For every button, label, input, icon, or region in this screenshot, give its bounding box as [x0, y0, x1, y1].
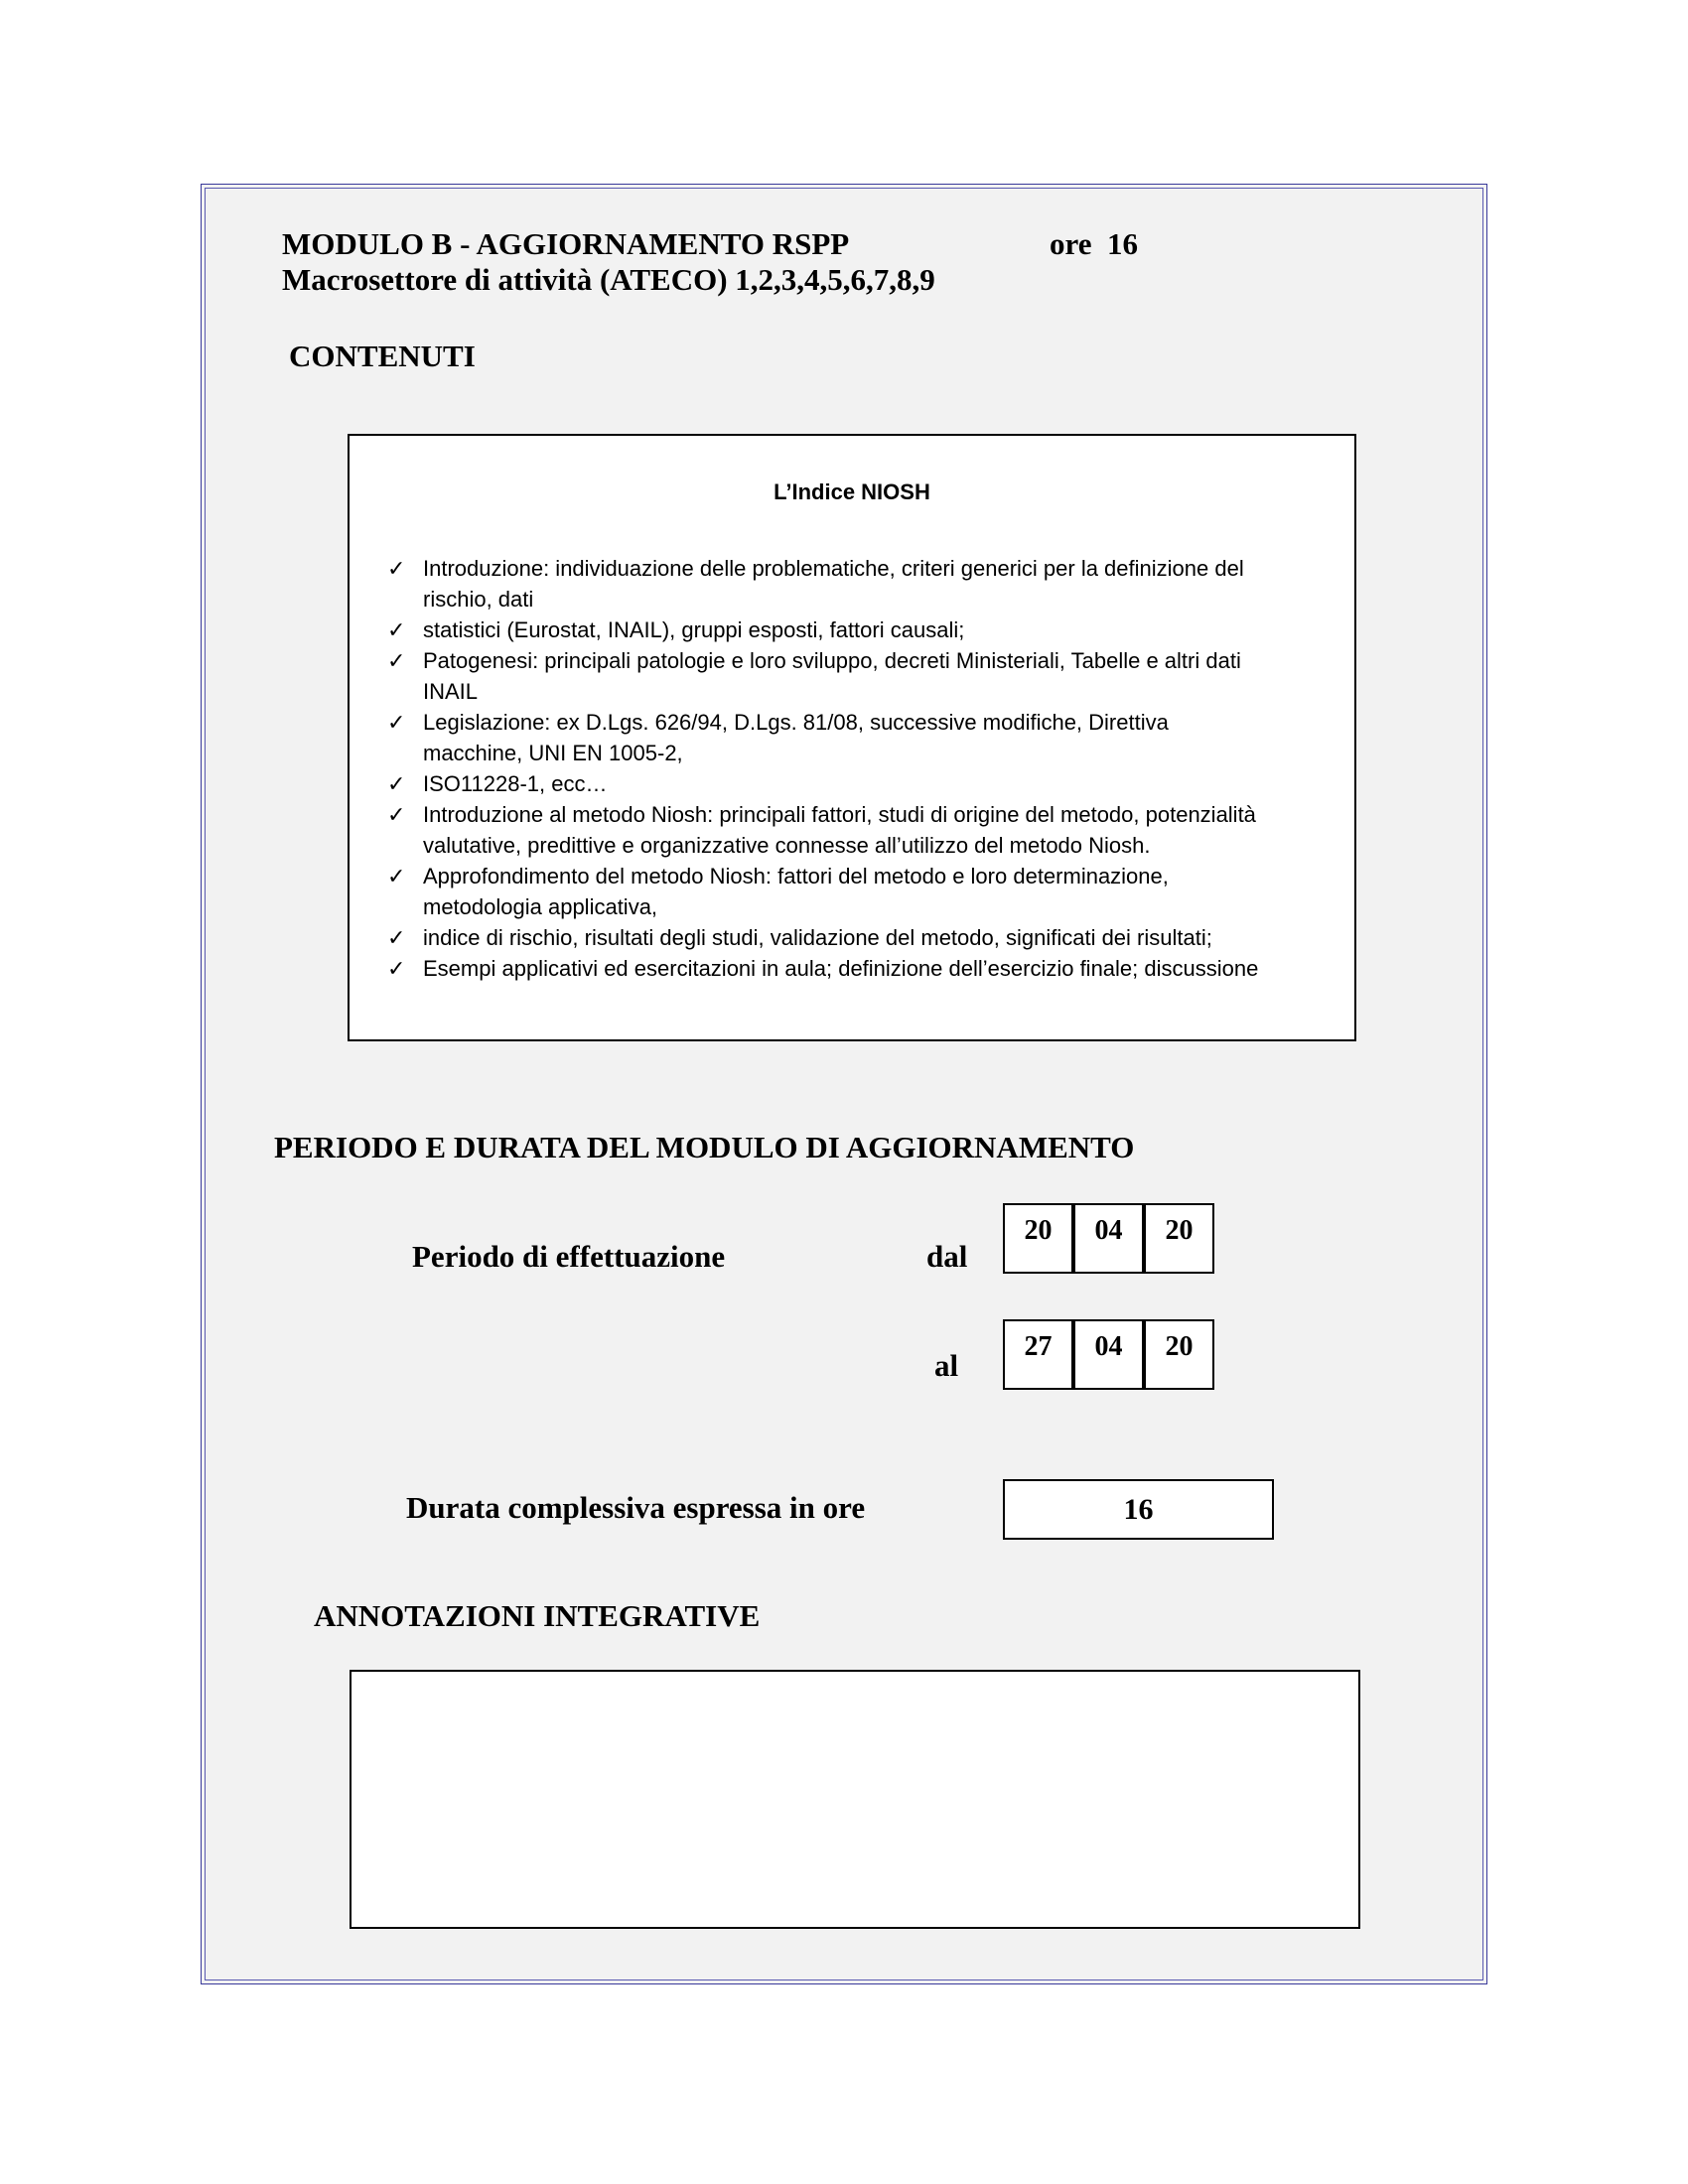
notes-heading: ANNOTAZIONI INTEGRATIVE: [314, 1598, 761, 1633]
checkmark-icon: ✓: [387, 771, 406, 796]
list-item: ✓ statistici (Eurostat, INAIL), gruppi esposti, fattori causali;: [387, 614, 1331, 645]
duration-label: Durata complessiva espressa in ore: [406, 1490, 866, 1525]
period-label: Periodo di effettuazione: [412, 1239, 726, 1274]
to-month-field[interactable]: 04: [1073, 1319, 1144, 1390]
contents-list: [387, 553, 1331, 984]
module-hours: ore 16: [1050, 226, 1138, 261]
notes-field[interactable]: [350, 1670, 1360, 1929]
checkmark-icon: ✓: [387, 925, 406, 950]
checkmark-icon: ✓: [387, 864, 406, 888]
contents-box: [348, 434, 1356, 1041]
to-label: al: [934, 1348, 959, 1383]
contents-box-title: L’Indice NIOSH: [774, 479, 930, 504]
period-heading: PERIODO E DURATA DEL MODULO DI AGGIORNAMENTO: [274, 1130, 1135, 1164]
list-item: ✓ Introduzione al metodo Niosh: principali fattori, studi di origine del metodo, potenzialità valutative, predittive e organizzative connesse all’utilizzo del metodo Niosh.: [387, 799, 1331, 861]
macrosector-line: Macrosettore di attività (ATECO) 1,2,3,4,5,6,7,8,9: [282, 262, 935, 297]
checkmark-icon: ✓: [387, 617, 406, 642]
from-year-field[interactable]: 20: [1144, 1203, 1214, 1274]
checkmark-icon: ✓: [387, 648, 406, 673]
checkmark-icon: ✓: [387, 802, 406, 827]
from-day-field[interactable]: 20: [1003, 1203, 1073, 1274]
checkmark-icon: ✓: [387, 956, 406, 981]
checkmark-icon: ✓: [387, 556, 406, 581]
list-item: ✓ Introduzione: individuazione delle problematiche, criteri generici per la definizione del rischio, dati: [387, 553, 1331, 614]
list-item: ✓ Legislazione: ex D.Lgs. 626/94, D.Lgs. 81/08, successive modifiche, Direttiva macchine, UNI EN 1005-2,: [387, 707, 1331, 768]
list-item: ✓ Patogenesi: principali patologie e loro sviluppo, decreti Ministeriali, Tabelle e altri dati INAIL: [387, 645, 1331, 707]
list-item: ✓ indice di rischio, risultati degli studi, validazione del metodo, significati dei risultati;: [387, 922, 1331, 953]
list-item: ✓ Esempi applicativi ed esercitazioni in aula; definizione dell’esercizio finale; discussione: [387, 953, 1331, 984]
list-item: ✓ Approfondimento del metodo Niosh: fattori del metodo e loro determinazione, metodologia applicativa,: [387, 861, 1331, 922]
module-title: MODULO B - AGGIORNAMENTO RSPP: [282, 226, 850, 261]
list-item: ✓ ISO11228-1, ecc…: [387, 768, 1331, 799]
contents-heading: CONTENUTI: [289, 339, 476, 373]
to-day-field[interactable]: 27: [1003, 1319, 1073, 1390]
from-month-field[interactable]: 04: [1073, 1203, 1144, 1274]
duration-field[interactable]: 16: [1003, 1479, 1274, 1540]
to-year-field[interactable]: 20: [1144, 1319, 1214, 1390]
from-label: dal: [926, 1239, 968, 1274]
checkmark-icon: ✓: [387, 710, 406, 735]
